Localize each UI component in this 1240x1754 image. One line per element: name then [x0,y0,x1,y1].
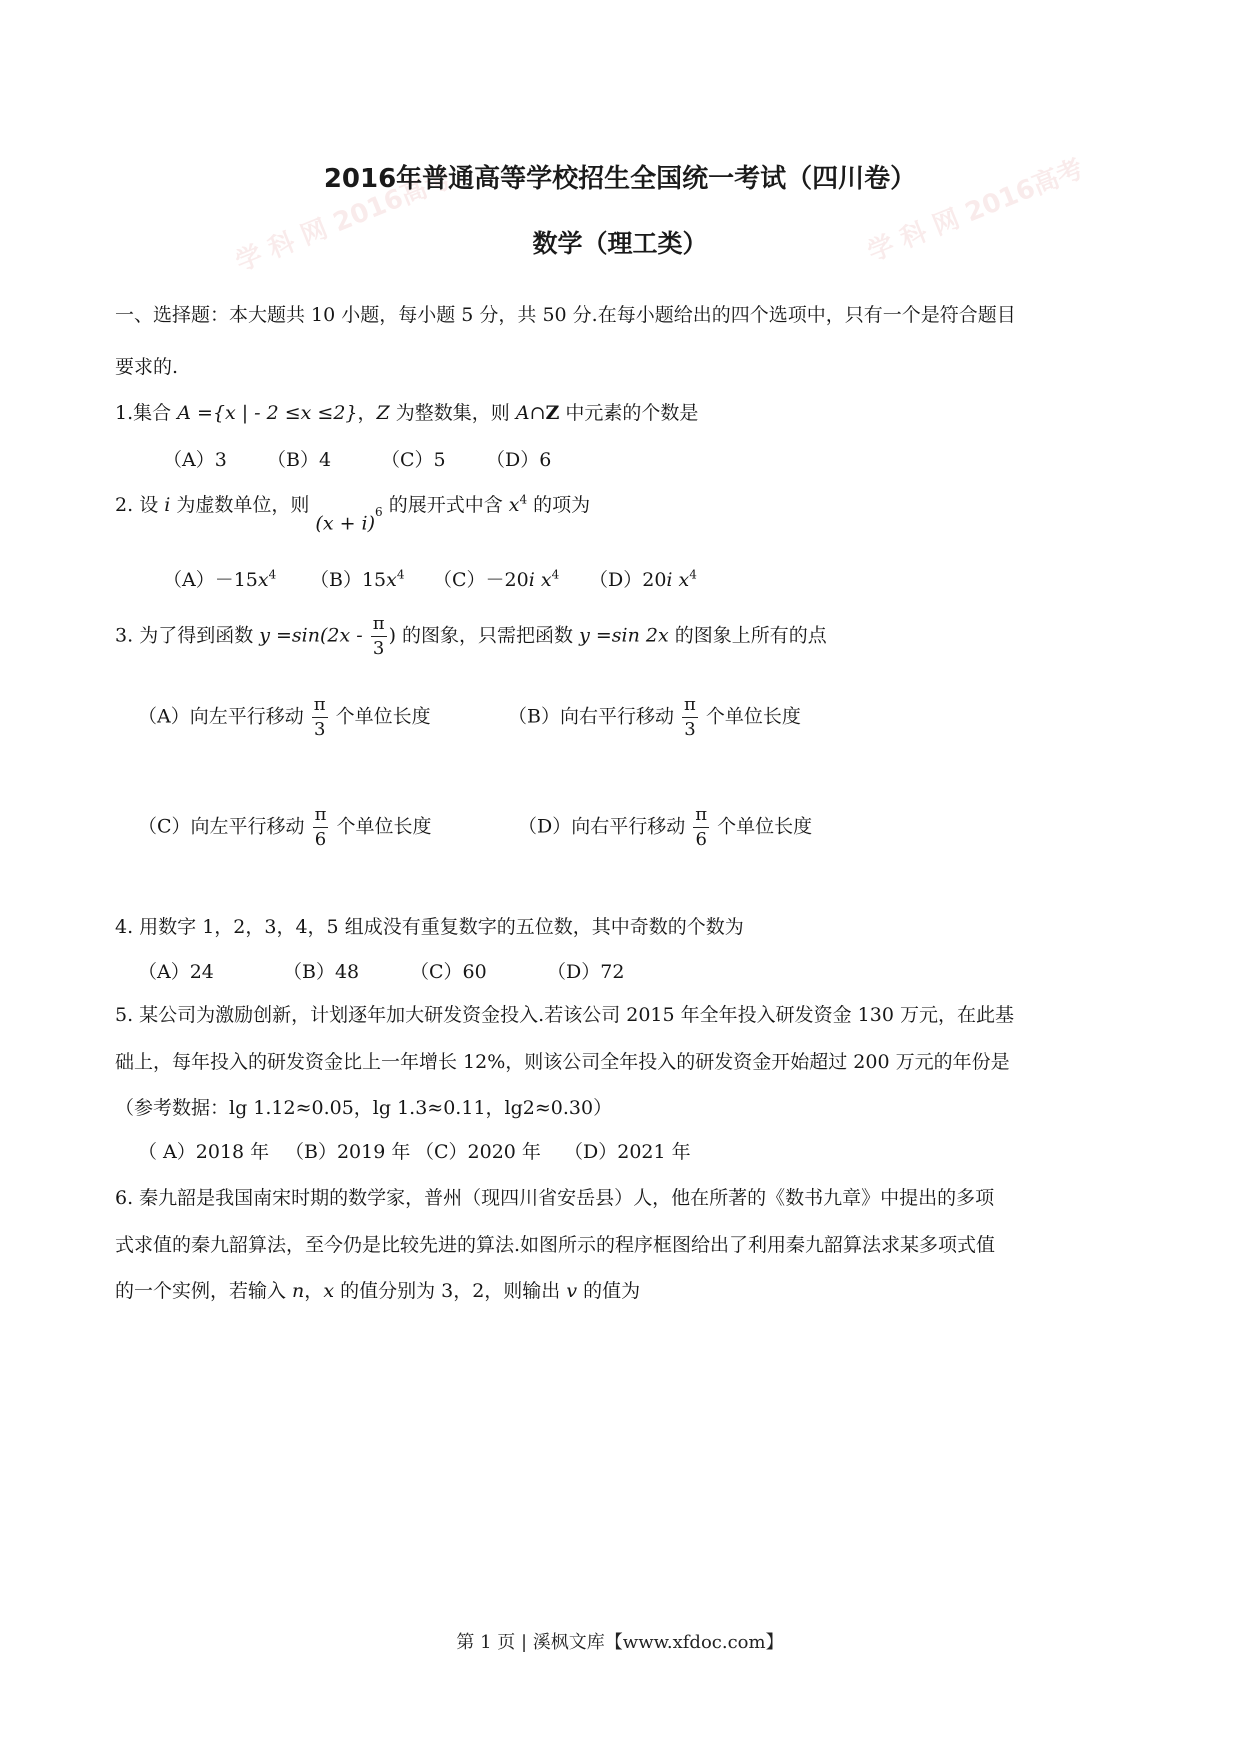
q3-option-c: （C）向左平行移动 $\frac{\pi}{6}$ 个单位长度 [138,804,432,850]
question-3: 3. 为了得到函数 y =sin(2x - $\frac{\pi}{3}$ ) 的图象，只需把函数 y =sin 2x 的图象上所有的点 [115,613,827,659]
q3-option-d: （D）向右平行移动 $\frac{\pi}{6}$ 个单位长度 [518,804,813,850]
q5-option-b: （B）2019 年 [285,1141,411,1163]
q3-option-b: （B）向右平行移动 $\frac{\pi}{3}$ 个单位长度 [508,694,801,740]
question-6-line2: 式求值的秦九韶算法，至今仍是比较先进的算法.如图所示的程序框图给出了利用秦九韶算法求某多项式值 [115,1234,996,1256]
question-1: 1.集合 A ={x | - 2 ≤x ≤2}，Z 为整数集，则 A∩Z 中元素的个数是 [115,402,699,424]
q1-option-c: （C）5 [381,449,446,471]
q5-option-c: （C）2020 年 [415,1141,541,1163]
question-6-line3: 的一个实例，若输入 n，x 的值分别为 3，2，则输出 v 的值为 [115,1280,641,1302]
question-5-line1: 5. 某公司为激励创新，计划逐年加大研发资金投入.若该公司 2015 年全年投入研发资金 130 万元，在此基 [115,1004,1014,1026]
q4-option-c: （C）60 [410,961,487,983]
question-5-line3: （参考数据：lg 1.12≈0.05，lg 1.3≈0.11，lg2≈0.30） [115,1097,613,1119]
q2-option-a: $(A)-15x^4$ [163,567,277,591]
q1-option-b: （B）4 [267,449,332,471]
section-heading-line1: 一、选择题：本大题共 10 小题，每小题 5 分，共 50 分.在每小题给出的四个选项中，只有一个是符合题目 [115,304,1016,326]
page-footer: 第 1 页 | 溪枫文库【www.xfdoc.com】 [456,1632,784,1653]
q1-option-d: （D）6 [486,449,552,471]
question-5-line2: 础上，每年投入的研发资金比上一年增长 12%，则该公司全年投入的研发资金开始超过 200 万元的年份是 [115,1051,1010,1073]
q2-option-d: （D）20i $x^4$ [589,567,697,591]
watermark: 学 科 网 2016高考 [863,153,1088,268]
fraction-pi-over-3: $\frac{\pi}{3}$ [372,613,385,659]
exam-subtitle: 数学（理工类） [532,229,708,258]
question-2: 2. 设 i 为虚数单位，则 $(x + i)^6$ 的展开式中含 $x^4$ 的项为 [115,492,591,534]
q2-option-c: （C）－20i $x^4$ [433,567,560,591]
question-6-line1: 6. 秦九韶是我国南宋时期的数学家，普州（现四川省安岳县）人，他在所著的《数书九章》中提出的多项 [115,1187,995,1209]
question-4: 4. 用数字 1，2，3，4，5 组成没有重复数字的五位数，其中奇数的个数为 [115,916,744,938]
q1-option-a: （A）3 [163,449,227,471]
section-heading-line2: 要求的. [115,356,179,378]
q5-option-a: （ A）2018 年 [138,1141,270,1163]
exam-title: 2016年普通高等学校招生全国统一考试（四川卷） [323,164,917,194]
q4-option-d: （D）72 [547,961,625,983]
q4-option-a: （A）24 [138,961,214,983]
q2-option-b: $(B)15x^4$ [310,567,405,591]
q3-option-a: （A）向左平行移动 $\frac{\pi}{3}$ 个单位长度 [138,694,431,740]
watermark: 学 科 网 2016高考 [231,163,456,278]
q5-option-d: （D）2021 年 [564,1141,691,1163]
q4-option-b: （B）48 [283,961,360,983]
binomial-expr: $(x + i)^6$ [315,504,383,534]
